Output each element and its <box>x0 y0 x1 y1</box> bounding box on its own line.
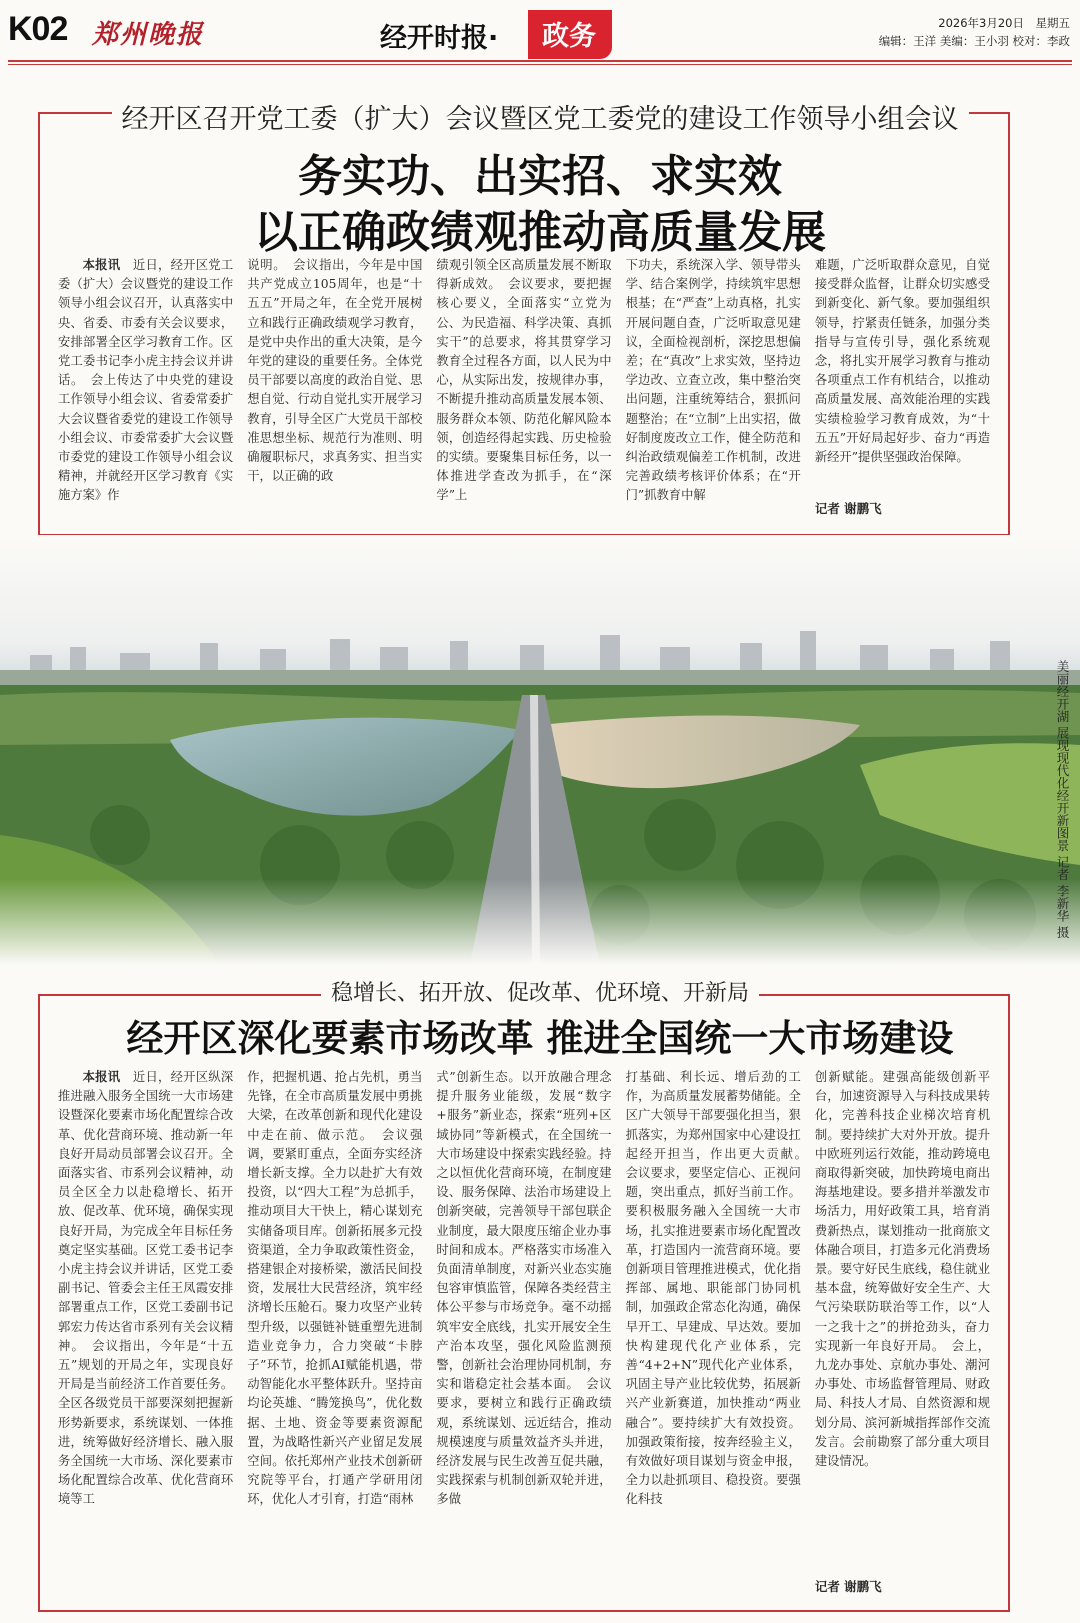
page-header <box>0 0 1080 56</box>
article-1-body <box>58 256 990 518</box>
newspaper-masthead: 郑州晚报 <box>92 20 205 50</box>
aerial-photo-illustration <box>0 535 1080 965</box>
photo-credit: 美丽经开湖 展现现代化经开新图景 记者 李新华 摄 <box>1055 660 1070 939</box>
aerial-photo <box>0 535 1080 965</box>
article-2-byline: 记者 谢鹏飞 <box>815 1577 882 1596</box>
section-name: 经开时报· <box>380 23 499 54</box>
article-1-col-3: 绩观引领全区高质量发展不断取得新成效。 会议要求，要把握核心要义，全面落实“立党为公、为民造福、科学决策、真抓实干”的总要求，将其贯穿学习教育全过程各方面，以人民为中心，从实际出发，按规律办事，不断提升推动高质量发展本领、服务群众本领、防范化解风险本领，创造经得起实践、历史检验的实绩。要聚集目标任务，以一体推进学查改为抓手，在“深学”上 <box>436 258 612 503</box>
lead-label-2: 本报讯 <box>82 1070 121 1084</box>
article-1-headline-2: 以正确政绩观推动高质量发展 <box>254 207 826 258</box>
article-1-col-5: 难题，广泛听取群众意见，自觉接受群众监督，让群众切实感受到新变化、新气象。要加强组织领导，拧紧责任链条，加强分类指导与宣传引导，强化系统观念，将扎实开展学习教育与推动各项重点工作有机结合，以推动高质量发展、高效能治理的实践实绩检验学习教育成效，为“十五五”开好局起好步、奋力“再造新经开”提供坚强政治保障。 记者 谢鹏飞 <box>815 256 990 518</box>
staff-line: 编辑：王洋 美编：王小羽 校对：李政 <box>878 34 1070 48</box>
article-2-col-4: 打基础、利长远、增后劲的工作，为高质量发展蓄势储能。全区广大领导干部要强化担当，狠抓落实，为郑州国家中心建设扛起经开担当，作出更大贡献。 会议要求，要坚定信心、正视问题，突出重点，抓好当前工作。要积极服务融入全国统一大市场，扎实推进要素市场化配置改革，打造国内一流营商环境。要创新项目管理推进模式，优化指挥部、属地、职能部门协同机制，加强政企常态化沟通，确保早开工、早建成、早达效。要加快构建现代化产业体系，完善“4+2+N”现代化产业体系，巩固主导产业比较优势，拓展新兴产业新赛道，加快推动“两业融合”。要持续扩大有效投资。加强政策衔接，按奔经验主义，有效做好项目谋划与资金申报，全力以赴抓项目、稳投资。要强化科技 <box>625 1070 814 1507</box>
page-number: K02 <box>8 10 68 48</box>
article-1-col-4: 下功夫，系统深入学、领导带头学、结合案例学，持续筑牢思想根基；在“严查”上动真格，扎实开展问题自查，广泛听取意见建议，全面检视剖析，深挖思想偏差；在“真改”上求实效，坚持边学边改、立查立改，集中整治突出问题，注重统筹结合，狠抓问题整治；在“立制”上出实招，做好制度废改立工作，健全防范和纠治政绩观偏差工作机制，改进完善政绩考核评价体系；在“开门”抓教育中解 <box>625 258 801 503</box>
header-rule <box>8 60 1072 62</box>
article-1-headline-1: 务实功、出实招、求实效 <box>298 151 782 202</box>
article-2-col-1: 本报讯 近日，经开区纵深推进融入服务全国统一大市场建设暨深化要素市场化配置综合改革、优化营商环境、推动新一年良好开局动员部署会议召开。全面落实省、市系列会议精神，动员全区全力以赴稳增长、拓开放、促改革、优环境，确保实现良好开局，为完成全年目标任务奠定坚实基础。区党工委书记李小虎主持会议并讲话，区党工委副书记、管委会主任王凤霞安排部署重点工作，区党工委副书记郭宏力传达省市系列有关会议精神。 会议指出，今年是“十五五”规划的开局之年，实现良好开局是当前经济工作首要任务。全区各级党员干部要深刻把握新形势新要求，系统谋划、一体推进，统筹做好经济增长、融入服务全国统一大市场、深化要素市场化配置综合改革、优化营商环境等工 <box>58 1070 234 1507</box>
header-rule-thin <box>8 64 1072 65</box>
lead-label: 本报讯 <box>82 258 121 272</box>
article-2-kicker: 稳增长、拓开放、促改革、优环境、开新局 <box>0 976 1080 1007</box>
article-1-col-1: 本报讯 近日，经开区党工委（扩大）会议暨党的建设工作领导小组会议召开，认真落实中央、省委、市委有关会议要求，安排部署全区学习教育工作。区党工委书记李小虎主持会议并讲话。 会上传达了中央党的建设工作领导小组会议、省委常委扩大会议暨省委党的建设工作领导小组会议、市委常委扩大会议暨市委党的建设工作领导小组会议精神，并就经开区学习教育《实施方案》作 <box>58 258 234 503</box>
article-2-body <box>58 1068 990 1596</box>
section-tag: 政务 <box>528 10 612 59</box>
date-line: 2026年3月20日 星期五 <box>938 16 1070 30</box>
article-2-headline: 经开区深化要素市场改革 推进全国统一大市场建设 <box>126 1017 954 1060</box>
article-2-col-3: 式”创新生态。以开放融合理念提升服务业能级，发展“数字+服务”新业态，探索“班列+区域协同”等新模式，在全国统一大市场建设中探索实践经验。持之以恒优化营商环境，在制度建设、服务保障、法治市场建设上创新突破，完善领导干部包联企业制度，最大限度压缩企业办事时间和成本。严格落实市场准入负面清单制度，对新兴业态实施包容审慎监管，保障各类经营主体公平参与市场竞争。毫不动摇筑牢安全底线，扎实开展安全生产治本攻坚，强化风险监测预警，创新社会治理协同机制，夯实和谐稳定社会基本面。 会议要求，要树立和践行正确政绩观，系统谋划、远近结合，推动规模速度与质量效益齐头并进，经济发展与民生改善互促共融，实践探索与机制创新双轮并进，多做 <box>436 1070 612 1507</box>
page-meta <box>879 14 1070 50</box>
article-1-byline: 记者 谢鹏飞 <box>814 500 882 516</box>
article-1-kicker: 经开区召开党工委（扩大）会议暨区党工委党的建设工作领导小组会议 <box>0 97 1080 136</box>
article-1-col-2: 说明。 会议指出，今年是中国共产党成立105周年，也是“十五五”开局之年，在全党开展树立和践行正确政绩观学习教育，是党中央作出的重大决策，是今年党的建设的重要任务。全体党员干部要以高度的政治自觉、思想自觉、行动自觉扎实开展学习教育，引导全区广大党员干部校准思想坐标、规范行为准则、明确履职标尺，求真务实、担当实干，以正确的政 <box>247 258 423 484</box>
article-2-col-5: 创新赋能。建强高能级创新平台，加速资源导入与科技成果转化，完善科技企业梯次培育机制。要持续扩大对外开放。提升中欧班列运行效能，推动跨境电商取得新突破，加快跨境电商出海基地建设。要多措并举激发市场活力，用好政策工具，培育消费新热点，谋划推动一批商旅文体融合项目，打造多元化消费场景。要守好民生底线，稳住就业基本盘，统筹做好安全生产、大气污染联防联治等工作，以“人一之我十之”的拼抢劲头，奋力实现新一年良好开局。 会上，九龙办事处、京航办事处、潮河办事处、市场监督管理局、财政局、科技人才局、自然资源和规划分局、滨河新城指挥部作交流发言。会前勘察了部分重大项目建设情况。 记者 谢鹏飞 <box>815 1068 990 1596</box>
article-2-col-2: 作，把握机遇、抢占先机，勇当先锋，在全市高质量发展中勇挑大梁，在改革创新和现代化建设中走在前、做示范。 会议强调，要紧盯重点，全面夯实经济增长新支撑。全力以赴扩大有效投资，以“四大工程”为总抓手，推动项目大干快上，精心谋划充实储备项目库。创新拓展多元投资渠道，全力争取政策性资金，搭建银企对接桥梁，激活民间投资，发展壮大民营经济，筑牢经济增长压舱石。聚力攻坚产业转型升级，以强链补链重塑先进制造业竞争力，合力突破“卡脖子”环节，抢抓AI赋能机遇，带动智能化水平整体跃升。坚持亩均论英雄、“腾笼换鸟”，优化数据、土地、资金等要素资源配置，为战略性新兴产业留足发展空间。依托郑州产业技术创新研究院等平台，打通产学研用闭环，优化人才引育，打造“雨林 <box>247 1070 423 1507</box>
